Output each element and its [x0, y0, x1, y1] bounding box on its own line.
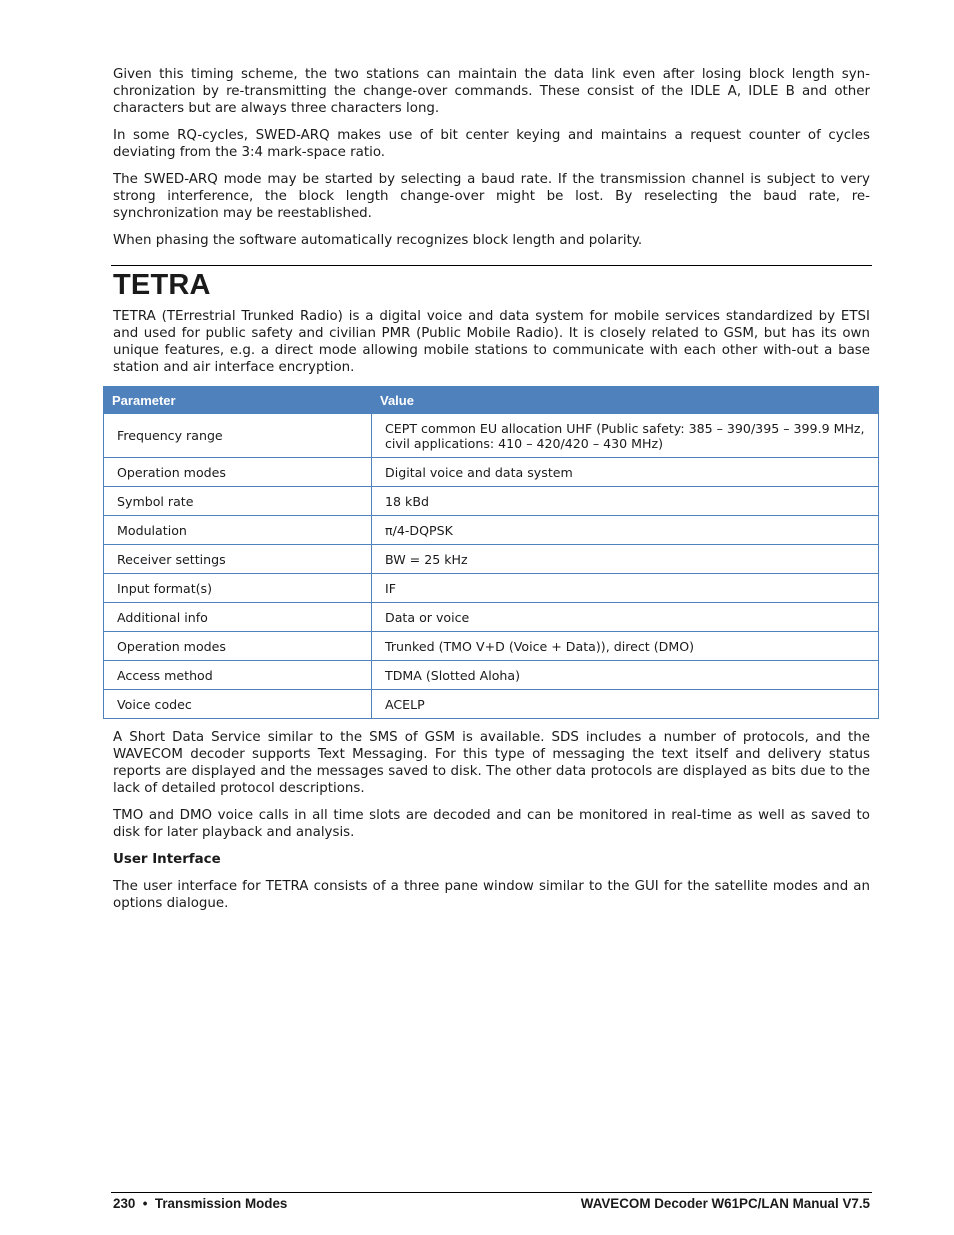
page-footer [113, 1196, 870, 1211]
table-row [104, 487, 879, 516]
column-header-parameter: Parameter [104, 387, 372, 414]
intro-paragraph-3: The SWED-ARQ mode may be started by selecting a baud rate. If the transmission channel is subject to very strong interference, the block length change-over might be lost. By reselecting the baud rate, re-synchronization may be reestablished. [113, 172, 870, 221]
page-content [113, 66, 870, 922]
footer-divider [111, 1192, 872, 1193]
intro-paragraph-1: Given this timing scheme, the two stations can maintain the data link even after losing block length syn-chronization by re-transmitting the change-over commands. These consist of the IDLE A, IDLE B and other characters but are always three characters long. [113, 67, 870, 116]
table-cell-value: 18 kBd [372, 487, 879, 516]
table-cell-value: π/4-DQPSK [372, 516, 879, 545]
table-row [104, 458, 879, 487]
table-cell-value: ACELP [372, 690, 879, 719]
parameter-table [103, 386, 879, 719]
section-intro: TETRA (TErrestrial Trunked Radio) is a digital voice and data system for mobile services standardized by ETSI and used for public safety and civilian PMR (Public Mobile Radio). It is closely related to GSM, but has its own unique features, e.g. a direct mode allowing mobile stations to communicate with each other with-out a base station and air interface encryption. [113, 309, 870, 375]
column-header-value: Value [372, 387, 879, 414]
table-row [104, 632, 879, 661]
table-cell-value: TDMA (Slotted Aloha) [372, 661, 879, 690]
table-cell-parameter: Voice codec [104, 690, 372, 719]
voice-calls-paragraph: TMO and DMO voice calls in all time slots are decoded and can be monitored in real-time as well as saved to disk for later playback and analysis. [113, 808, 870, 840]
footer-page-section: 230 • Transmission Modes [113, 1196, 288, 1211]
table-cell-parameter: Operation modes [104, 458, 372, 487]
table-cell-parameter: Receiver settings [104, 545, 372, 574]
intro-paragraph-2: In some RQ-cycles, SWED-ARQ makes use of bit center keying and maintains a request counter of cycles deviating from the 3:4 mark-space ratio. [113, 128, 870, 160]
table-cell-parameter: Access method [104, 661, 372, 690]
table-cell-value: BW = 25 kHz [372, 545, 879, 574]
table-cell-parameter: Modulation [104, 516, 372, 545]
sds-paragraph: A Short Data Service similar to the SMS of GSM is available. SDS includes a number of protocols, and the WAVECOM decoder supports Text Messaging. For this type of messaging the text itself and delivery status reports are displayed and the messages saved to disk. The other data protocols are displayed as bits due to the lack of detailed protocol descriptions. [113, 730, 870, 796]
table-row [104, 661, 879, 690]
table-cell-value: IF [372, 574, 879, 603]
footer-manual-title: WAVECOM Decoder W61PC/LAN Manual V7.5 [580, 1196, 870, 1211]
table-row [104, 516, 879, 545]
table-cell-value: Trunked (TMO V+D (Voice + Data)), direct (DMO) [372, 632, 879, 661]
intro-paragraph-4: When phasing the software automatically recognizes block length and polarity. [113, 233, 643, 248]
table-row [104, 414, 879, 458]
table-row [104, 545, 879, 574]
table-cell-parameter: Operation modes [104, 632, 372, 661]
table-cell-parameter: Symbol rate [104, 487, 372, 516]
table-row [104, 690, 879, 719]
table-cell-parameter: Additional info [104, 603, 372, 632]
section-title: TETRA [113, 269, 211, 301]
table-cell-parameter: Input format(s) [104, 574, 372, 603]
table-cell-parameter: Frequency range [104, 414, 372, 458]
table-header-row [104, 387, 879, 414]
table-cell-value: Data or voice [372, 603, 879, 632]
table-row [104, 603, 879, 632]
table-cell-value: CEPT common EU allocation UHF (Public safety: 385 – 390/395 – 399.9 MHz, civil applications: 410 – 420/420 – 430 MHz) [372, 414, 879, 458]
subheading-user-interface: User Interface [113, 852, 221, 867]
user-interface-paragraph: The user interface for TETRA consists of a three pane window similar to the GUI for the satellite modes and an options dialogue. [113, 879, 870, 911]
table-row [104, 574, 879, 603]
section-divider [111, 265, 872, 266]
table-cell-value: Digital voice and data system [372, 458, 879, 487]
